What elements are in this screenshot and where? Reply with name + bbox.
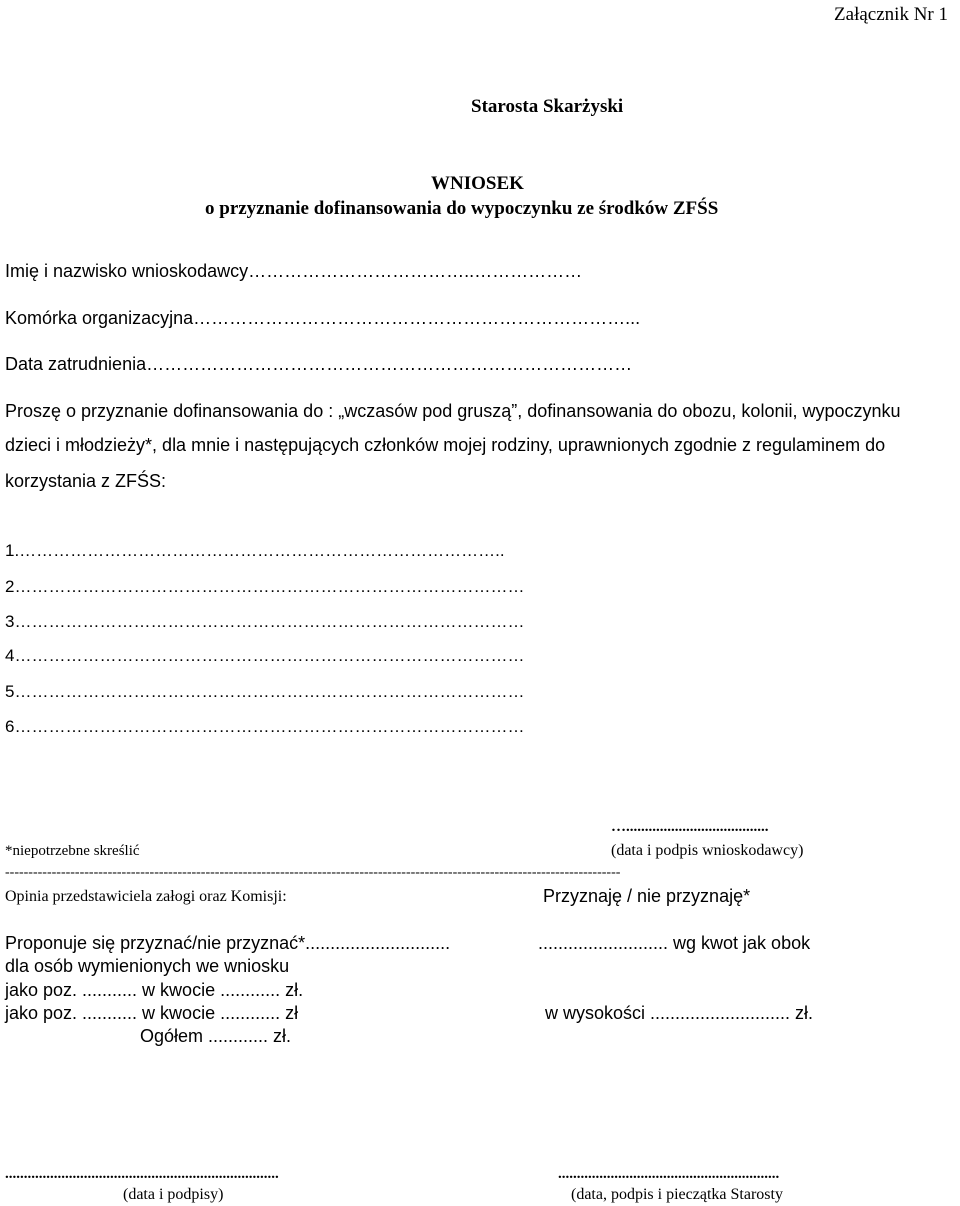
applicant-signature-caption: (data i podpis wnioskodawcy) [611,842,804,859]
request-text-line-1: Proszę o przyznanie dofinansowania do : „wczasów pod gruszą”, dofinansowania do obozu, kolonii, wypoczynku [5,401,901,421]
hire-date-field: Data zatrudnienia……………………………………………………………………… [5,354,633,374]
position-line-1: jako poz. ........... w kwocie ............ zł. [5,980,304,1000]
total-line: Ogółem ............ zł. [140,1026,292,1046]
family-list-item: 3……………………………………………………………………………… [5,612,525,631]
applicant-name-field: Imię i nazwisko wnioskodawcy………………………………..……………… [5,261,583,281]
family-list-item: 5……………………………………………………………………………… [5,682,525,701]
commission-signature-dots: ......................................................................... [5,1166,279,1182]
decision-sum-line: w wysokości ............................ zł. [545,1003,814,1023]
starosta-signature-dots: ........................................................... [558,1166,780,1182]
request-text-line-3: korzystania z ZFŚS: [5,471,167,491]
organizational-unit-field: Komórka organizacyjna………………………………………………………………... [5,308,641,328]
starosta-signature-caption: (data, podpis i pieczątka Starosty [571,1186,783,1203]
request-text-line-2: dzieci i młodzieży*, dla mnie i następujących członków mojej rodziny, uprawnionych zgodnie z regulaminem do [5,435,886,455]
family-list-item: 4……………………………………………………………………………… [5,646,525,665]
commission-signature-caption: (data i podpisy) [123,1186,224,1203]
section-separator: ------------------------------------------------------------------------------------------------------------------------------------ [5,866,621,880]
applicant-signature-dots: …...................................... [611,819,769,835]
document-title: WNIOSEK [431,173,524,194]
attachment-label: Załącznik Nr 1 [834,4,948,25]
family-list-item: 1.………………………………………………………………………….. [5,541,510,560]
document-subtitle: o przyznanie dofinansowania do wypoczynku ze środków ZFŚS [205,198,719,219]
family-list-item: 2……………………………………………………………………………… [5,577,525,596]
proposal-line: Proponuje się przyznać/nie przyznać*............................. [5,933,451,953]
persons-line: dla osób wymienionych we wniosku [5,956,290,976]
footnote: *niepotrzebne skreślić [5,843,140,859]
addressee: Starosta Skarżyski [471,96,624,117]
commission-heading: Opinia przedstawiciela załogi oraz Komisji: [5,888,287,905]
position-line-2: jako poz. ........... w kwocie ............ zł [5,1003,299,1023]
decision-amount-line: .......................... wg kwot jak obok [538,933,811,953]
decision-heading: Przyznaję / nie przyznaję* [543,886,751,906]
family-list-item: 6……………………………………………………………………………… [5,717,525,736]
